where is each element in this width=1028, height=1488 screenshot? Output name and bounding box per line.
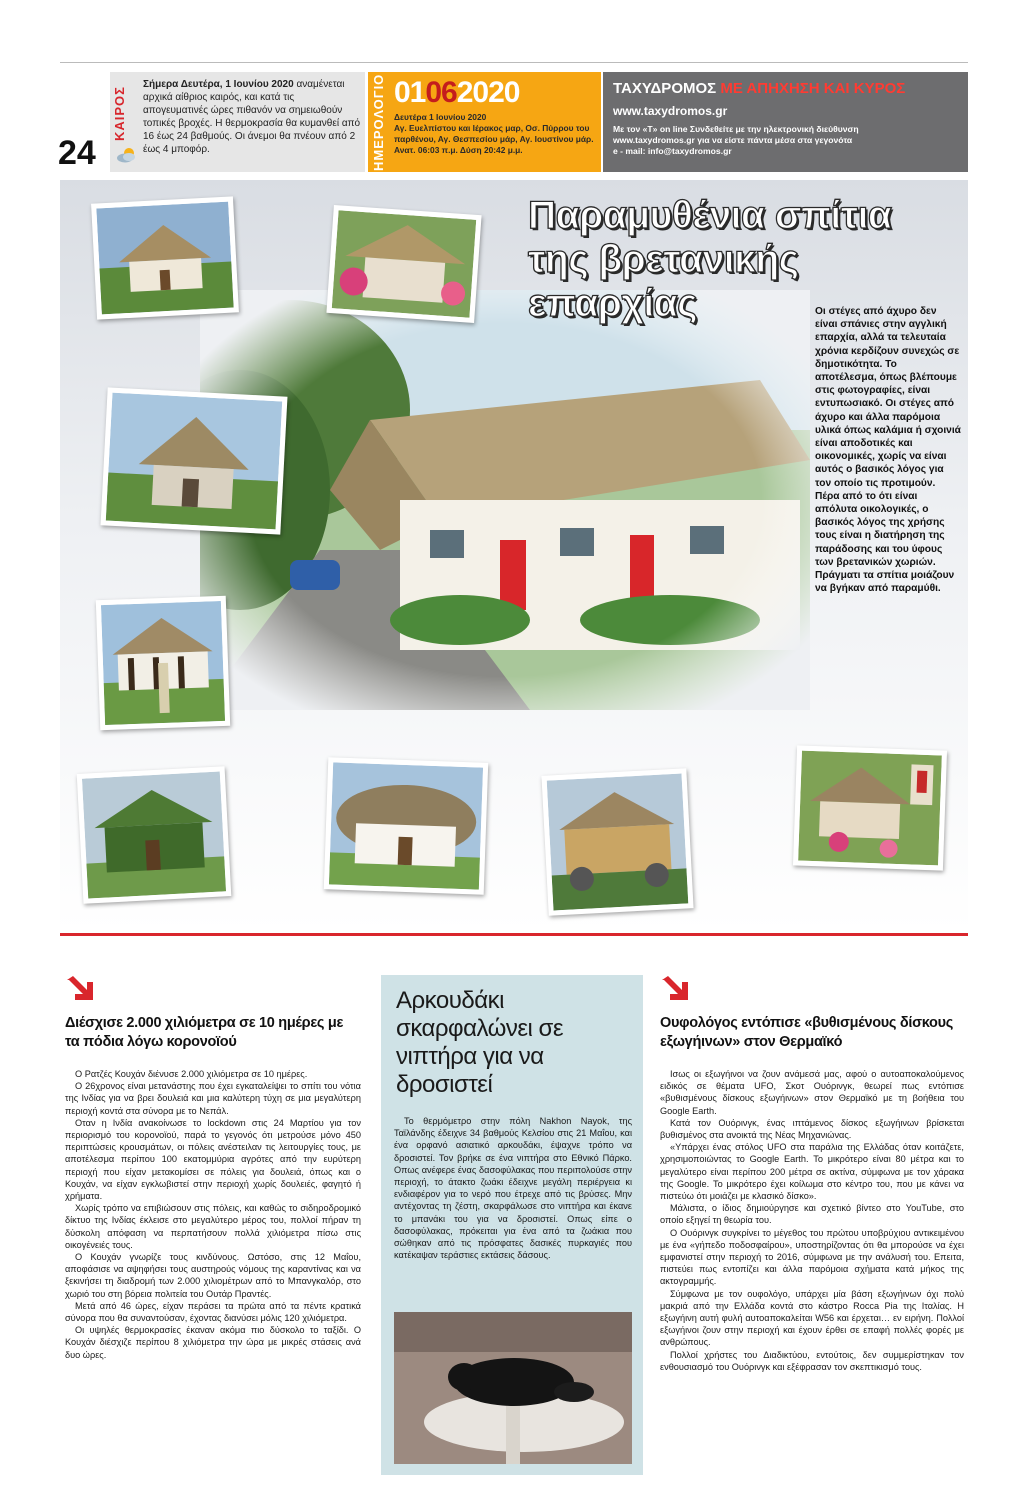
- page-number: 24: [58, 134, 96, 172]
- section-divider: [60, 933, 968, 936]
- calendar-line-sun: Ανατ. 06:03 π.μ. Δύση 20:42 μ.μ.: [394, 145, 523, 155]
- article-left-paragraph: Ο Ρατζές Κουχάν διένυσε 2.000 χιλιόμετρα σε 10 ημέρες.: [75, 1069, 308, 1079]
- calendar-label: ΗΜΕΡΟΛΟΓΙΟ: [371, 73, 386, 171]
- article-left-body: [65, 1068, 361, 1361]
- cottage-photo-3: [101, 387, 288, 534]
- contact-line-2: www.taxydromos.gr για να είστε πάντα μέσα στα γεγονότα: [613, 135, 853, 145]
- article-right-paragraph: Πολλοί χρήστες του Διαδικτύου, εντούτοις, δεν συμμερίστηκαν τον ενθουσιασμό του Ουόρινγκ και εξέφρασαν τον σκεπτικισμό τους.: [660, 1349, 964, 1372]
- feature-headline-line-1: Παραμυθένια σπίτια: [528, 194, 892, 237]
- article-right-paragraph: «Υπάρχει ένας στόλος UFO στα παράλια της Ελλάδας όταν κοιτάζετε, χρησιμοποιώντας το Google Earth. Το μικρότερο είναι 80 μέτρα και το μεγαλύτερο είναι περίπου 200 μέτρα σε ακτίνα, σύμφωνα με τον χάρακα της Google. Το μικρότερο έχει κοίλωμα στο κέντρο του, που με κάνει να πιστεύω ότι μοιάζει με κλασικό δίσκο».: [660, 1142, 964, 1202]
- feature-headline-line-2: της βρετανικής επαρχίας: [528, 238, 799, 325]
- calendar-date: [394, 76, 520, 110]
- contact-title: [613, 80, 905, 97]
- calendar-year: 2020: [456, 76, 520, 109]
- weather-body: αναμένεται αρχικά αίθριος καιρός, και κατά τις απογευματινές ώρες πιθανόν να σημειωθούν τοπικές βροχές. Η θερμοκρασία θα κυμανθεί από 16 έως 24 βαθμούς. Οι άνεμοι θα πνέουν από 2 έως 4 μποφόρ.: [143, 79, 361, 155]
- feature-body-text: Οι στέγες από άχυρο δεν είναι σπάνιες στην αγγλική επαρχία, αλλά τα τελευταία χρόνια κερδίζουν συνεχώς σε δημοτικότητα. Το αποτέλεσμα, όπως βλέπουμε στις φωτογραφίες, είναι εντυπωσιακό. Οι στέγες από άχυρο και άλλα παρόμοια υλικά όπως καλάμια ή σχοινιά είναι αποδοτικές και οικονομικές, χωρίς να είναι αυτός ο βασικός λόγος για τον οποίο τις προτιμούν. Πέρα από το ότι είναι απόλυτα οικολογικές, ο βασικός λόγος της χρήσης τους είναι η διατήρηση της παράδοσης και του ύφους των βρετανικών χωριών. Πράγματι τα σπίτια μοιάζουν να βγήκαν από παραμύθι.: [815, 306, 961, 595]
- article-left-paragraph: Ο Κουχάν γνωρίζε τους κινδύνους. Ωστόσο, στις 12 Μαΐου, αποφάσισε να αψηφήσει τους αυστηρούς νόμους της καραντίνας και να ξεκινήσει τη διαδρομή των 2.000 χιλιομέτρων από το Μπανγκαλόρ, στο χωριό του στη βόρεια πολιτεία του Ουτάρ Πραντές.: [65, 1252, 361, 1299]
- article-left-paragraph: Οταν η Ινδία ανακοίνωσε το lockdown στις 24 Μαρτίου για τον περιορισμό του κορονοϊού, παρά το γεγονός ότι μετρούσε μόνο 450 περιπτώσεις κρουσμάτων, οι πόλεις ανέστειλαν τις λειτουργίες τους, με αποτέλεσμα περίπου 100 εκατομμύρια αγρότες από την ευρύτερη περιοχή που είχαν μετακομίσει σε πόλεις για δουλειά, όπως και ο Κουχάν, να είχαν εγκλωβιστεί στην περιοχή χωρίς δουλειές, φαγητό ή χρήματα.: [65, 1117, 361, 1202]
- article-right-paragraph: Κατά τον Ουόρινγκ, ένας ιπτάμενος δίσκος εξωγήινων βρίσκεται βυθισμένος στα ανοικτά της Νέας Μηχανιώνας.: [660, 1117, 964, 1141]
- weather-lead: Σήμερα Δευτέρα, 1 Ιουνίου 2020: [143, 79, 294, 90]
- cottage-photo-7: [541, 768, 693, 915]
- cloud-sun-icon: [116, 146, 138, 164]
- article-right-paragraph: Μάλιστα, ο ίδιος δημιούργησε και σχετικό βίντεο στο YouTube, στο οποίο εξηγεί τη θεωρία του.: [660, 1203, 964, 1226]
- arrow-icon: [660, 976, 688, 1002]
- article-right-paragraph: Ο Ουόρινγκ συγκρίνει το μέγεθος του πρώτου υποβρύχιου αντικειμένου με ένα «γήπεδο ποδοσφαίρου», υποστηρίζοντας ότι θα μπορούσε να έχει εμφανιστεί στην περιοχή το 2016, σύμφωνα με την ανάλυσή του. Επειτα, πιστεύει πως εντοπίζει και άλλα παρόμοια σχήματα κατά μήκος της ακτογραμμής.: [660, 1227, 964, 1287]
- contact-details: [613, 124, 963, 157]
- calendar-line-saints: Αγ. Ευελπίστου και Ιέρακος μαρ, Οσ. Πύρρου του παρθένου, Αγ. Θεσπεσίου μάρ, Αγ. Ιουστίνου μάρ.: [394, 123, 594, 144]
- article-mid-title: Αρκουδάκι σκαρφαλώνει σε νιπτήρα για να δροσιστεί: [396, 987, 564, 1098]
- cottage-photo-4: [96, 596, 230, 730]
- article-left-paragraph: Οι υψηλές θερμοκρασίες έκαναν ακόμα πιο δύσκολο το ταξίδι. Ο Κουχάν διέσχιζε περίπου 8 χιλιόμετρα την ώρα με μικρές στάσεις ανά δυο ώρες.: [65, 1325, 361, 1360]
- article-right-body: [660, 1068, 964, 1373]
- contact-title-main: ΤΑΧΥΔΡΟΜΟΣ: [613, 80, 717, 97]
- contact-url[interactable]: www.taxydromos.gr: [613, 104, 728, 118]
- contact-line-1: Με τον «Τ» on line Συνδεθείτε με την ηλεκτρονική διεύθυνση: [613, 124, 859, 134]
- contact-line-email[interactable]: e - mail: info@taxydromos.gr: [613, 146, 732, 156]
- article-right-paragraph: Σύμφωνα με τον ουφολόγο, υπάρχει μία βάση εξωγήινων όχι πολύ μακριά από την Ελλάδα κοντά στο κάστρο Rocca Pia της Ιταλίας. Η εξωγήινη αυτή φυλή αυτοαποκαλείται W56 και έρχεται… εν ειρήνη. Πολλοί εξωγήινοι ζουν στην περιοχή και έχουν έρθει σε επαφή πολλές φορές με ανθρώπους.: [660, 1288, 964, 1348]
- cottage-photo-1: [91, 196, 239, 319]
- article-right-title: Ουφολόγος εντόπισε «βυθισμένους δίσκους εξωγήινων» στον Θερμαϊκό: [660, 1015, 953, 1050]
- calendar-line-date: Δευτέρα 1 Ιουνίου 2020: [394, 112, 487, 122]
- article-left-paragraph: Χωρίς τρόπο να επιβιώσουν στις πόλεις, και καθώς το σιδηροδρομικό δίκτυο της Ινδίας έκλεισε στο μεγαλύτερο μέρος του, πολλοί πήραν τη δύσκολη απόφαση να περπατήσουν πολλά χιλιόμετρα πίσω στις οικογένειές τους.: [65, 1203, 361, 1250]
- article-left-paragraph: Μετά από 46 ώρες, είχαν περάσει τα πρώτα από τα πέντε κρατικά σύνορα που θα συναντούσαν, έχοντας διανύσει μόλις 120 χιλιόμετρα.: [65, 1300, 361, 1324]
- cottage-photo-6: [324, 757, 489, 895]
- article-left-paragraph: Ο 26χρονος είναι μετανάστης που έχει εγκαταλείψει το σπίτι του νότια της Ινδίας για να βρει δουλειά και μια καλύτερη τύχη σε μια μεγαλύτερη περιοχή κοντά στα σύνορα με το Νεπάλ.: [65, 1081, 361, 1116]
- bear-cub-photo: [394, 1312, 632, 1464]
- arrow-icon: [65, 976, 93, 1002]
- article-mid-paragraph: Το θερμόμετρο στην πόλη Nakhon Nayok, της Ταϊλάνδης έδειχνε 34 βαθμούς Κελσίου στις 21 Μαΐου, και ένα ορφανό ασιατικό αρκουδάκι, έψαχνε τρόπο να δροσιστεί. Τον βρήκε σε ένα νιπτήρα στο Εθνικό Πάρκο. Οπως ανέφερε ένας δασοφύλακας που περιπολούσε στην περιοχή, το άτακτο ζωάκι έδειχνε μεγάλη περιέργεια κι ενδιαφέρον για το νερό που έτρεχε από τις βρύσες. Μην αντέχοντας τη ζέστη, σκαρφάλωσε στο νιπτήρα και έκανε το μπανάκι του για να δροσιστεί. Οπως είπε ο δασοφύλακας, πρόκειται για ένα από τα ζωάκια που σώθηκαν από τις πρόσφατες δασικές πυρκαγιές που κατέκαψαν τεράστιες εκτάσεις δάσους.: [394, 1116, 632, 1261]
- cottage-photo-8: [793, 745, 947, 870]
- cottage-photo-2: [326, 205, 481, 323]
- article-right-paragraph: Ισως οι εξωγήινοι να ζουν ανάμεσά μας, αφού ο αυτοαποκαλούμενος ειδικός σε θέματα UFO, Σκοτ Ουόρινγκ, θεωρεί πως εντόπισε «βυθισμένους δίσκους εξωγήινων» στον Θερμαϊκό με τη βοήθεια του Google Earth.: [660, 1069, 964, 1116]
- calendar-details: [394, 112, 599, 156]
- contact-title-accent: ΜΕ ΑΠΗΧΗΣΗ ΚΑΙ ΚΥΡΟΣ: [716, 80, 906, 97]
- article-left-title: Διέσχισε 2.000 χιλιόμετρα σε 10 ημέρες με τα πόδια λόγω κορονοϊού: [65, 1015, 344, 1050]
- calendar-day: 01: [394, 76, 426, 109]
- weather-forecast: [143, 78, 361, 156]
- cottage-photo-5: [77, 766, 232, 904]
- weather-label: ΚΑΙΡΟΣ: [112, 86, 127, 142]
- main-cottage-photo: [200, 290, 810, 710]
- article-mid-body: [394, 1115, 632, 1261]
- top-rule: [60, 62, 968, 63]
- calendar-month: 06: [425, 76, 457, 109]
